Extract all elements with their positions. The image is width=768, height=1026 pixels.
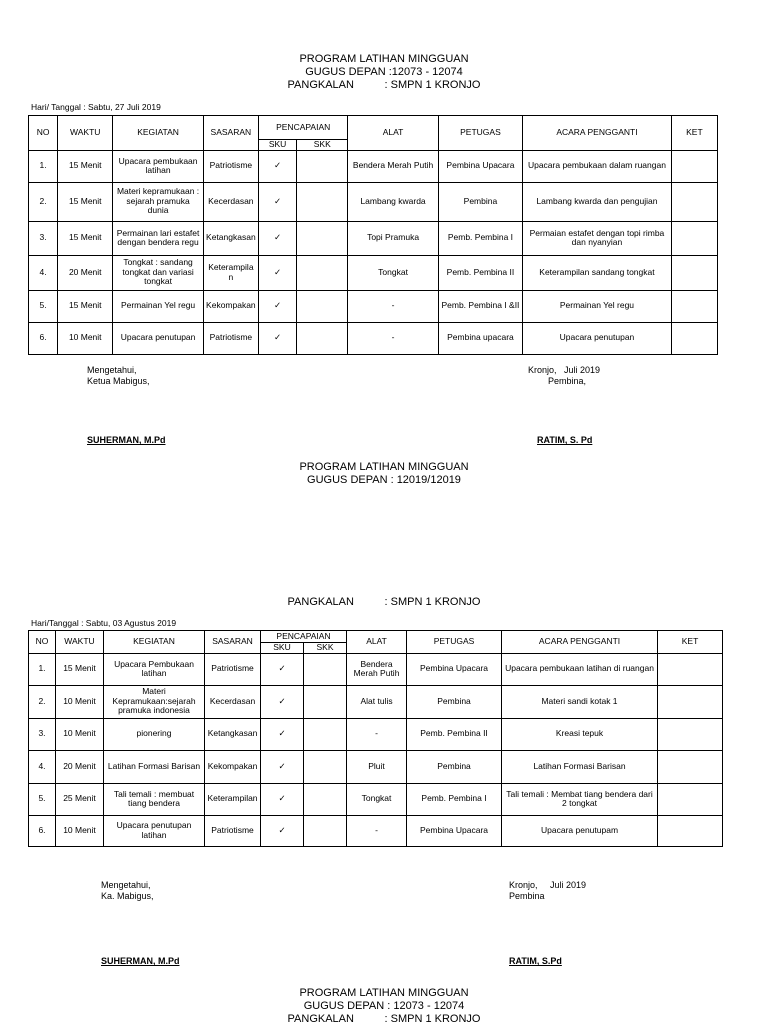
cell-kegiatan: Materi kepramukaan : sejarah pramuka dunia <box>113 182 203 221</box>
cell-no: 4. <box>29 750 56 783</box>
cell-alat: Alat tulis <box>347 685 407 718</box>
table-row <box>29 255 718 290</box>
cell-kegiatan: Permainan Yel regu <box>113 290 203 322</box>
cell-no: 6. <box>29 322 58 354</box>
table-row <box>29 750 723 783</box>
cell-sasaran: Patriotisme <box>203 150 258 182</box>
cell-sku: ✓ <box>258 221 296 255</box>
cell-acara: Materi sandi kotak 1 <box>502 685 658 718</box>
cell-sasaran: Patriotisme <box>205 815 261 846</box>
cell-waktu: 15 Menit <box>58 182 113 221</box>
cell-sasaran: Kekompakan <box>203 290 258 322</box>
header-no: NO <box>29 116 58 151</box>
cell-skk <box>304 718 347 750</box>
cell-skk <box>304 653 347 685</box>
cell-skk <box>304 685 347 718</box>
section1-title: PROGRAM LATIHAN MINGGUAN <box>299 53 469 65</box>
header-skk: SKK <box>304 643 347 654</box>
header-no: NO <box>29 631 56 654</box>
cell-no: 1. <box>29 653 56 685</box>
cell-waktu: 10 Menit <box>58 322 113 354</box>
table-row <box>29 685 723 718</box>
table-row <box>29 150 718 182</box>
cell-ket <box>671 150 717 182</box>
cell-sasaran: Kecerdasan <box>203 182 258 221</box>
table-row <box>29 783 723 815</box>
header-pencapaian: PENCAPAIAN <box>258 116 347 140</box>
section1-name-left: SUHERMAN, M.Pd <box>87 435 166 445</box>
cell-petugas: Pemb. Pembina II <box>407 718 502 750</box>
cell-waktu: 15 Menit <box>58 150 113 182</box>
cell-acara: Permaian estafet dengan topi rimba dan nyanyian <box>523 221 672 255</box>
cell-sasaran: Kecerdasan <box>205 685 261 718</box>
cell-alat: - <box>348 322 438 354</box>
cell-kegiatan: Upacara penutupan latihan <box>104 815 205 846</box>
cell-no: 5. <box>29 783 56 815</box>
cell-alat: Bendera Merah Putih <box>348 150 438 182</box>
cell-petugas: Pembina Upacara <box>407 653 502 685</box>
table-row <box>29 322 718 354</box>
cell-petugas: Pemb. Pembina I &II <box>438 290 522 322</box>
section1-name-right: RATIM, S. Pd <box>537 435 593 445</box>
section2-pangkalan: PANGKALAN : SMPN 1 KRONJO <box>287 596 481 608</box>
section1-gugus: GUGUS DEPAN :12073 - 12074 <box>305 66 463 78</box>
cell-waktu: 15 Menit <box>56 653 104 685</box>
header-sku: SKU <box>258 140 296 151</box>
cell-waktu: 15 Menit <box>58 221 113 255</box>
cell-kegiatan: Upacara pembukaan latihan <box>113 150 203 182</box>
table-row <box>29 653 723 685</box>
header-kegiatan: KEGIATAN <box>113 116 203 151</box>
section2-table <box>28 630 723 847</box>
cell-skk <box>304 750 347 783</box>
cell-alat: Pluit <box>347 750 407 783</box>
section1-header <box>0 53 768 92</box>
cell-alat: Topi Pramuka <box>348 221 438 255</box>
cell-sku: ✓ <box>258 182 296 221</box>
header-petugas: PETUGAS <box>407 631 502 654</box>
cell-alat: Bendera Merah Putih <box>347 653 407 685</box>
header-skk: SKK <box>297 140 348 151</box>
cell-petugas: Pemb. Pembina I <box>407 783 502 815</box>
cell-alat: - <box>348 290 438 322</box>
header-petugas: PETUGAS <box>438 116 522 151</box>
cell-acara: Upacara penutupam <box>502 815 658 846</box>
cell-alat: Tongkat <box>347 783 407 815</box>
cell-sku: ✓ <box>261 685 304 718</box>
cell-ket <box>658 653 723 685</box>
cell-no: 4. <box>29 255 58 290</box>
cell-ket <box>671 182 717 221</box>
section3-title: PROGRAM LATIHAN MINGGUAN <box>299 987 469 999</box>
cell-acara: Permainan Yel regu <box>523 290 672 322</box>
cell-petugas: Pemb. Pembina II <box>438 255 522 290</box>
table-row <box>29 221 718 255</box>
cell-ket <box>658 783 723 815</box>
cell-skk <box>304 783 347 815</box>
cell-no: 2. <box>29 685 56 718</box>
cell-waktu: 10 Menit <box>56 718 104 750</box>
header-sasaran: SASARAN <box>203 116 258 151</box>
cell-acara: Tali temali : Membat tiang bendera dari 2 tongkat <box>502 783 658 815</box>
section1-table <box>28 115 718 355</box>
cell-sasaran: Keterampilan <box>205 783 261 815</box>
section1-sign-right: Kronjo, Juli 2019 Pembina, <box>528 365 601 386</box>
cell-sasaran: Patriotisme <box>205 653 261 685</box>
header-waktu: WAKTU <box>56 631 104 654</box>
cell-sku: ✓ <box>261 718 304 750</box>
header-waktu: WAKTU <box>58 116 113 151</box>
cell-no: 3. <box>29 718 56 750</box>
cell-ket <box>658 750 723 783</box>
cell-sasaran: Keterampila n <box>203 255 258 290</box>
cell-skk <box>297 182 348 221</box>
cell-ket <box>658 815 723 846</box>
cell-kegiatan: Upacara penutupan <box>113 322 203 354</box>
cell-ket <box>671 322 717 354</box>
section2-sign-right: Kronjo, Juli 2019 Pembina <box>509 880 587 901</box>
cell-ket <box>671 255 717 290</box>
cell-acara: Upacara pembukaan latihan di ruangan <box>502 653 658 685</box>
cell-no: 1. <box>29 150 58 182</box>
cell-kegiatan: Materi Kepramukaan:sejarah pramuka indonesia <box>104 685 205 718</box>
section2-name-right: RATIM, S.Pd <box>509 956 562 966</box>
cell-sku: ✓ <box>258 290 296 322</box>
table-row <box>29 815 723 846</box>
cell-sku: ✓ <box>258 255 296 290</box>
cell-skk <box>297 322 348 354</box>
cell-ket <box>671 221 717 255</box>
cell-kegiatan: Tali temali : membuat tiang bendera <box>104 783 205 815</box>
cell-skk <box>297 221 348 255</box>
cell-sku: ✓ <box>261 815 304 846</box>
header-ket: KET <box>658 631 723 654</box>
cell-ket <box>658 718 723 750</box>
cell-acara: Keterampilan sandang tongkat <box>523 255 672 290</box>
section2-pangkalan-wrap <box>0 596 768 609</box>
cell-no: 3. <box>29 221 58 255</box>
header-alat: ALAT <box>348 116 438 151</box>
cell-ket <box>671 290 717 322</box>
cell-acara: Lambang kwarda dan pengujian <box>523 182 672 221</box>
cell-waktu: 10 Menit <box>56 815 104 846</box>
section2-sign-left: Mengetahui, Ka. Mabigus, <box>101 880 154 901</box>
section2-title: PROGRAM LATIHAN MINGGUAN <box>299 461 469 473</box>
section3-pangkalan: PANGKALAN : SMPN 1 KRONJO <box>287 1013 481 1025</box>
cell-no: 5. <box>29 290 58 322</box>
section3-header <box>0 987 768 1026</box>
cell-acara: Kreasi tepuk <box>502 718 658 750</box>
header-acara: ACARA PENGGANTI <box>523 116 672 151</box>
section1-pangkalan: PANGKALAN : SMPN 1 KRONJO <box>287 79 481 91</box>
cell-waktu: 20 Menit <box>58 255 113 290</box>
cell-kegiatan: Upacara Pembukaan latihan <box>104 653 205 685</box>
cell-sku: ✓ <box>258 150 296 182</box>
cell-petugas: Pembina <box>407 750 502 783</box>
cell-sasaran: Patriotisme <box>203 322 258 354</box>
cell-acara: Upacara penutupan <box>523 322 672 354</box>
cell-petugas: Pembina <box>438 182 522 221</box>
cell-sku: ✓ <box>261 783 304 815</box>
cell-waktu: 15 Menit <box>58 290 113 322</box>
table-row <box>29 718 723 750</box>
cell-kegiatan: Tongkat : sandang tongkat dan variasi tongkat <box>113 255 203 290</box>
cell-sasaran: Ketangkasan <box>205 718 261 750</box>
cell-skk <box>297 290 348 322</box>
cell-alat: Tongkat <box>348 255 438 290</box>
section1-sign-left: Mengetahui, Ketua Mabigus, <box>87 365 150 386</box>
header-acara: ACARA PENGGANTI <box>502 631 658 654</box>
cell-petugas: Pembina Upacara <box>438 150 522 182</box>
cell-sku: ✓ <box>261 750 304 783</box>
cell-acara: Latihan Formasi Barisan <box>502 750 658 783</box>
header-kegiatan: KEGIATAN <box>104 631 205 654</box>
cell-petugas: Pembina upacara <box>438 322 522 354</box>
cell-skk <box>297 150 348 182</box>
table-row <box>29 182 718 221</box>
cell-acara: Upacara pembukaan dalam ruangan <box>523 150 672 182</box>
section2-gugus: GUGUS DEPAN : 12019/12019 <box>307 474 461 486</box>
cell-kegiatan: Latihan Formasi Barisan <box>104 750 205 783</box>
section2-header <box>0 461 768 487</box>
header-alat: ALAT <box>347 631 407 654</box>
cell-skk <box>304 815 347 846</box>
header-sku: SKU <box>261 643 304 654</box>
cell-alat: - <box>347 815 407 846</box>
cell-alat: - <box>347 718 407 750</box>
cell-kegiatan: pionering <box>104 718 205 750</box>
cell-waktu: 25 Menit <box>56 783 104 815</box>
section2-date: Hari/Tanggal : Sabtu, 03 Agustus 2019 <box>31 618 177 628</box>
cell-waktu: 20 Menit <box>56 750 104 783</box>
cell-alat: Lambang kwarda <box>348 182 438 221</box>
cell-petugas: Pemb. Pembina I <box>438 221 522 255</box>
cell-ket <box>658 685 723 718</box>
cell-kegiatan: Permainan lari estafet dengan bendera regu <box>113 221 203 255</box>
cell-sku: ✓ <box>261 653 304 685</box>
cell-waktu: 10 Menit <box>56 685 104 718</box>
cell-no: 2. <box>29 182 58 221</box>
cell-sasaran: Ketangkasan <box>203 221 258 255</box>
table-row <box>29 290 718 322</box>
cell-sasaran: Kekompakan <box>205 750 261 783</box>
cell-skk <box>297 255 348 290</box>
header-ket: KET <box>671 116 717 151</box>
cell-no: 6. <box>29 815 56 846</box>
section1-date: Hari/ Tanggal : Sabtu, 27 Juli 2019 <box>31 102 161 112</box>
section2-name-left: SUHERMAN, M.Pd <box>101 956 180 966</box>
header-sasaran: SASARAN <box>205 631 261 654</box>
header-pencapaian: PENCAPAIAN <box>261 631 347 643</box>
section3-gugus: GUGUS DEPAN : 12073 - 12074 <box>303 1000 465 1012</box>
cell-sku: ✓ <box>258 322 296 354</box>
cell-petugas: Pembina Upacara <box>407 815 502 846</box>
cell-petugas: Pembina <box>407 685 502 718</box>
